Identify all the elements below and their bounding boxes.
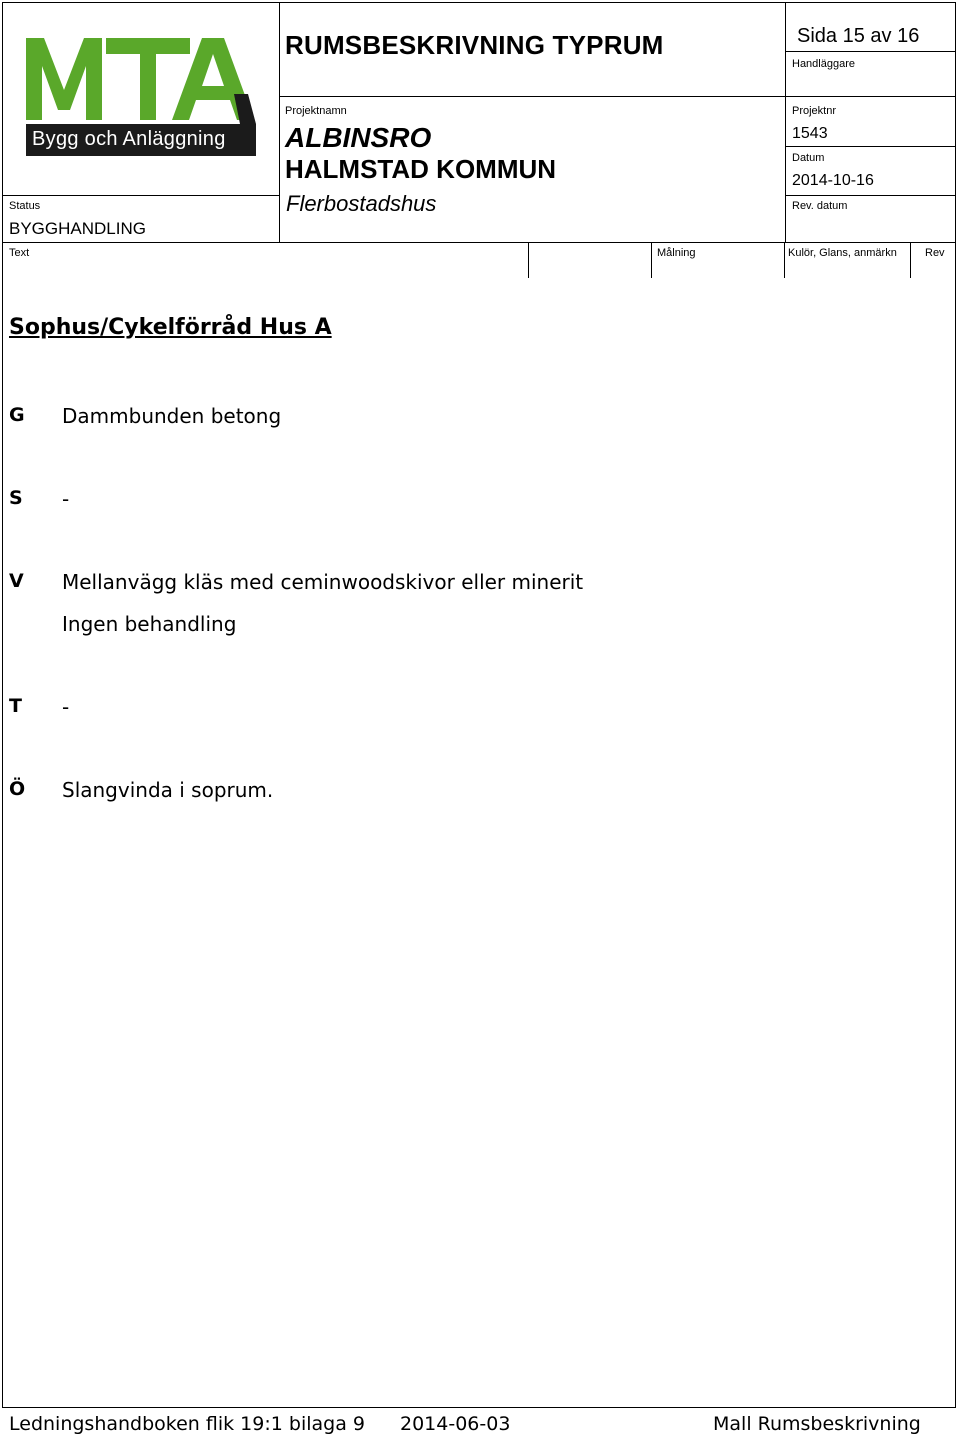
divider <box>784 242 785 278</box>
divider <box>785 146 956 147</box>
status-value: BYGGHANDLING <box>9 219 146 238</box>
row-code-v: V <box>9 570 24 592</box>
row-text-v-1: Mellanvägg kläs med ceminwoodskivor eller minerit <box>62 570 584 594</box>
row-text-s: - <box>62 487 70 511</box>
row-text-v-2: Ingen behandling <box>62 612 237 636</box>
column-kulor: Kulör, Glans, anmärkn <box>788 247 897 259</box>
row-code-t: T <box>9 695 22 717</box>
datum-value: 2014-10-16 <box>792 172 874 189</box>
column-text: Text <box>9 247 30 259</box>
divider <box>279 2 280 242</box>
row-text-g: Dammbunden betong <box>62 404 282 428</box>
divider <box>651 242 652 278</box>
divider <box>2 242 956 243</box>
status-label: Status <box>9 200 41 212</box>
footer-right: Mall Rumsbeskrivning <box>713 1413 921 1435</box>
divider <box>2 195 279 196</box>
footer-left: Ledningshandboken flik 19:1 bilaga 9 <box>9 1413 365 1435</box>
page-frame <box>2 2 956 1408</box>
project-type: Flerbostadshus <box>286 191 437 216</box>
row-code-s: S <box>9 487 23 509</box>
logo-letter-m <box>26 38 102 120</box>
project-name: ALBINSRO <box>285 122 432 153</box>
datum-label: Datum <box>792 152 825 164</box>
column-rev: Rev <box>925 247 945 259</box>
handlaggare-label: Handläggare <box>792 58 855 70</box>
page-number: Sida 15 av 16 <box>797 25 920 47</box>
divider <box>279 96 956 97</box>
divider <box>785 51 956 52</box>
room-heading: Sophus/Cykelförråd Hus A <box>9 315 332 340</box>
row-code-o: Ö <box>9 778 26 800</box>
revdatum-label: Rev. datum <box>792 200 848 212</box>
footer-date: 2014-06-03 <box>400 1413 511 1435</box>
company-logo <box>26 38 256 156</box>
row-text-o: Slangvinda i soprum. <box>62 778 274 802</box>
logo-tagline: Bygg och Anläggning <box>32 128 226 150</box>
projektnr-label: Projektnr <box>792 105 837 117</box>
municipality: HALMSTAD KOMMUN <box>285 154 557 184</box>
row-code-g: G <box>9 404 25 426</box>
projektnamn-label: Projektnamn <box>285 105 347 117</box>
document-title: RUMSBESKRIVNING TYPRUM <box>285 30 664 60</box>
projektnr-value: 1543 <box>792 125 828 142</box>
divider <box>785 2 786 242</box>
divider <box>910 242 911 278</box>
divider <box>785 195 956 196</box>
column-malning: Målning <box>657 247 696 259</box>
divider <box>528 242 529 278</box>
row-text-t: - <box>62 695 70 719</box>
